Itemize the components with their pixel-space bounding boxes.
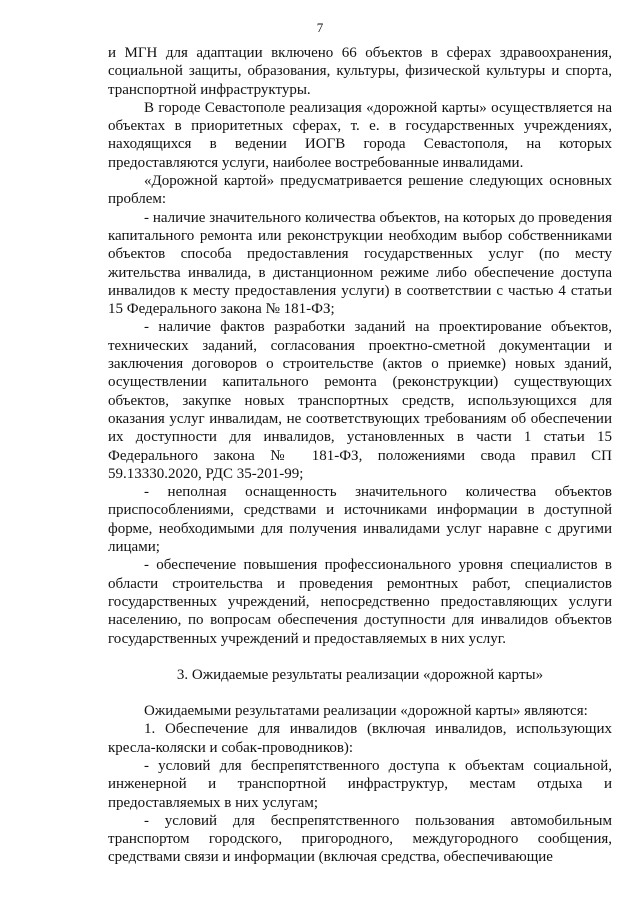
list-item: - наличие значительного количества объектов, на которых до проведения капитального ремонта или реконструкции необходим выбор собственниками объектов способа предоставления государственных услуг (по месту жительства инвалида, в дистанционном режиме либо обеспечение доступа инвалидов к месту предоставления услуги) в соответствии с частью 4 статьи 15 Федерального закона № 181-ФЗ; (108, 209, 612, 318)
list-item: - наличие фактов разработки заданий на проектирование объектов, технических заданий, согласования проектно-сметной документации и заключения договоров о строительстве (актов о приемке) новых зданий, осуществлении капитального ремонта (реконструкции) существующих объектов, закупке новых транспортных средств, использующихся для оказания услуг инвалидам, не соответствующих требованиям об обеспечении их доступности для инвалидов, установленных в части 1 статьи 15 Федерального закона № 181-ФЗ, положениями свода правил СП 59.13330.2020, РДС 35-201-99; (108, 319, 612, 482)
paragraph: и МГН для адаптации включено 66 объектов в сферах здравоохранения, социальной защиты, образования, культуры, физической культуры и спорта, транспортной инфраструктуры. (108, 45, 612, 98)
paragraph: 1. Обеспечение для инвалидов (включая инвалидов, использующих кресла-коляски и собак-проводников): (108, 721, 612, 756)
page-number: 7 (316, 20, 324, 35)
paragraph: Ожидаемыми результатами реализации «дорожной карты» являются: (144, 703, 588, 720)
list-item: - условий для беспрепятственного пользования автомобильным транспортом городского, пригородного, междугородного сообщения, средствами связи и информации (включая средства, обеспечивающие (108, 812, 612, 866)
paragraph: «Дорожной картой» предусматривается решение следующих основных проблем: (108, 173, 612, 208)
list-item: - условий для беспрепятственного доступа к объектам социальной, инженерной и транспортной инфраструктур, местам отдыха и предоставляемых в них услугам; (108, 757, 612, 811)
list-item: - неполная оснащенность значительного количества объектов приспособлениями, средствами и источниками информации в доступной форме, необходимыми для получения инвалидами услуг наравне с другими лицами; (108, 484, 612, 556)
list-item: - обеспечение повышения профессионального уровня специалистов в области строительства и проведения ремонтных работ, специалистов государственных учреждений, непосредственно предоставляющих услуги населению, по вопросам обеспечения доступности для инвалидов объектов государственных учреждений и предоставляемых в них услуг. (108, 557, 612, 647)
section-heading: 3. Ожидаемые результаты реализации «дорожной карты» (176, 666, 544, 683)
paragraph: В городе Севастополе реализация «дорожной карты» осуществляется на объектах в приоритетных сферах, т. е. в государственных учреждениях, находящихся в ведении ИОГВ города Севастополя, на которых предоставляются услуги, наиболее востребованные инвалидами. (108, 99, 612, 171)
body-text (108, 44, 612, 867)
